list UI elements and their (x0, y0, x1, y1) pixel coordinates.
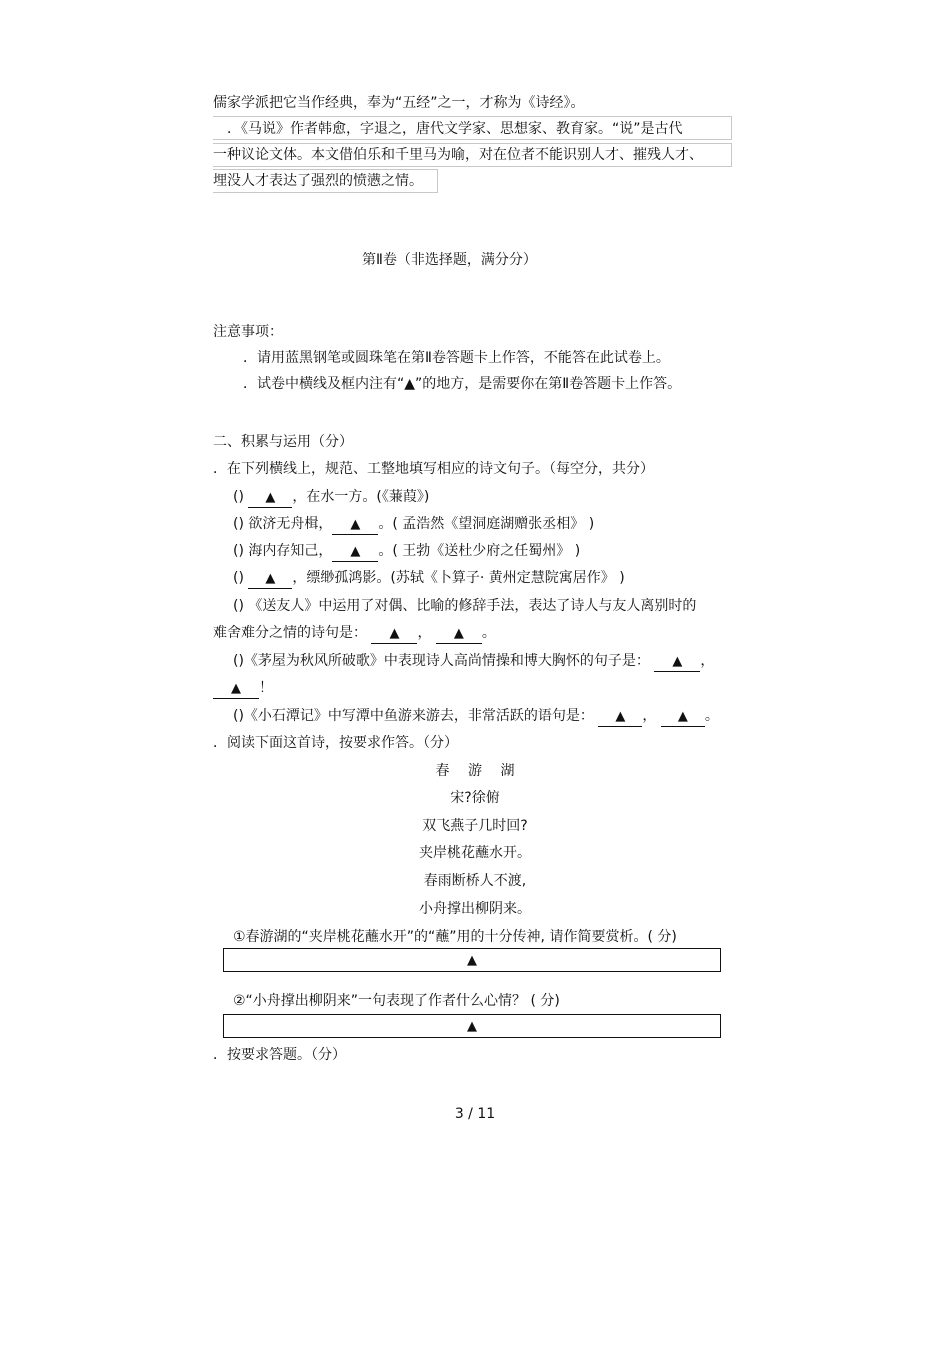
triangle-icon: ▲ (615, 709, 626, 724)
item-text: ，在水一方。(《蒹葭》) (292, 489, 430, 505)
item-text: 。( 孟浩然《望洞庭湖赠张丞相》 ) (378, 516, 595, 532)
triangle-icon: ▲ (672, 654, 683, 669)
question-item (213, 623, 496, 644)
item-text: 难舍难分之情的诗句是： (213, 625, 367, 641)
question-item: () 《送友人》中运用了对偶、比喻的修辞手法，表达了诗人与友人离别时的 (233, 598, 697, 614)
triangle-icon: ▲ (350, 517, 361, 532)
punctuation: ！ (259, 680, 273, 696)
poem-title: 春 游 湖 (435, 763, 515, 779)
notice-heading: 注意事项： (213, 324, 283, 340)
question-item (233, 568, 625, 589)
question-item (233, 651, 714, 672)
question-item (233, 514, 594, 535)
question-item (233, 706, 719, 727)
paragraph-line: 儒家学派把它当作经典，奉为“五经”之一，才称为《诗经》。 (213, 95, 585, 111)
item-text: () 海内存知己， (233, 543, 333, 559)
triangle-icon: ▲ (467, 1019, 477, 1034)
item-text: 。( 王勃《送杜少府之任蜀州》 ) (378, 543, 581, 559)
punctuation: ， (417, 625, 432, 641)
punctuation: 。 (704, 708, 719, 724)
answer-box[interactable] (223, 1014, 721, 1038)
poem-line: 小舟撑出柳阴来。 (419, 901, 531, 917)
notice-item: ．试卷中横线及框内注有“▲”的地方，是需要你在第Ⅱ卷答题卡上作答。 (243, 376, 682, 392)
item-label: () (233, 570, 244, 586)
notice-item: ．请用蓝黑钢笔或圆珠笔在第Ⅱ卷答题卡上作答，不能答在此试卷上。 (243, 350, 670, 366)
poem-line: 双飞燕子几时回? (422, 818, 528, 834)
triangle-icon: ▲ (265, 571, 276, 586)
poem-author: 宋?徐俯 (450, 790, 500, 806)
triangle-icon: ▲ (389, 626, 400, 641)
question-item (233, 487, 429, 508)
answer-blank[interactable] (436, 625, 482, 644)
sub-question: ①春游湖的“夹岸桃花蘸水开”的“蘸”用的十分传神, 请作简要赏析。( 分) (233, 929, 677, 945)
answer-box[interactable] (223, 948, 721, 972)
item-text: ()《茅屋为秋风所破歌》中表现诗人高尚情操和博大胸怀的句子是： (233, 653, 650, 669)
triangle-icon: ▲ (350, 544, 361, 559)
answer-blank[interactable] (213, 680, 259, 699)
answer-blank[interactable] (661, 708, 705, 727)
question-stem: ．阅读下面这首诗，按要求作答。（分） (213, 735, 458, 751)
section-title: 第Ⅱ卷（非选择题，满分分） (362, 252, 537, 268)
answer-blank[interactable] (654, 653, 700, 672)
triangle-icon: ▲ (265, 490, 276, 505)
answer-blank[interactable] (248, 570, 292, 589)
part-heading: 二、积累与运用（分） (213, 434, 353, 450)
paragraph-line: 一种议论文体。本文借伯乐和千里马为喻，对在位者不能识别人才、摧残人才、 (213, 147, 703, 163)
poem-line: 春雨断桥人不渡, (423, 873, 527, 889)
paragraph-line: ．《马说》作者韩愈，字退之，唐代文学家、思想家、教育家。“说”是古代 (227, 121, 683, 137)
item-label: () (233, 489, 244, 505)
answer-blank[interactable] (248, 489, 292, 508)
poem-line: 夹岸桃花蘸水开。 (419, 845, 531, 861)
triangle-icon: ▲ (467, 953, 477, 968)
answer-blank[interactable] (598, 708, 642, 727)
triangle-icon: ▲ (231, 681, 241, 696)
page-number: 3 / 11 (454, 1106, 496, 1122)
item-text: ，缥缈孤鸿影。(苏轼《卜算子· 黄州定慧院寓居作》 ) (292, 570, 625, 586)
sub-question: ②“小舟撑出柳阴来”一句表现了作者什么心情？ ( 分) (233, 993, 560, 1009)
question-item (233, 541, 580, 562)
question-stem: ．在下列横线上，规范、工整地填写相应的诗文句子。（每空分，共分） (213, 461, 654, 477)
triangle-icon: ▲ (453, 626, 464, 641)
triangle-icon: ▲ (677, 709, 688, 724)
answer-blank[interactable] (371, 625, 417, 644)
answer-blank[interactable] (332, 543, 378, 562)
answer-blank[interactable] (332, 516, 378, 535)
punctuation: ， (642, 708, 657, 724)
item-text: () 欲济无舟楫， (233, 516, 333, 532)
item-text: ()《小石潭记》中写潭中鱼游来游去，非常活跃的语句是： (233, 708, 594, 724)
paragraph-line: 埋没人才表达了强烈的愤懑之情。 (213, 173, 423, 189)
punctuation: 。 (481, 625, 496, 641)
question-stem: ．按要求答题。（分） (213, 1047, 346, 1063)
question-item (213, 678, 273, 699)
punctuation: ， (700, 653, 715, 669)
